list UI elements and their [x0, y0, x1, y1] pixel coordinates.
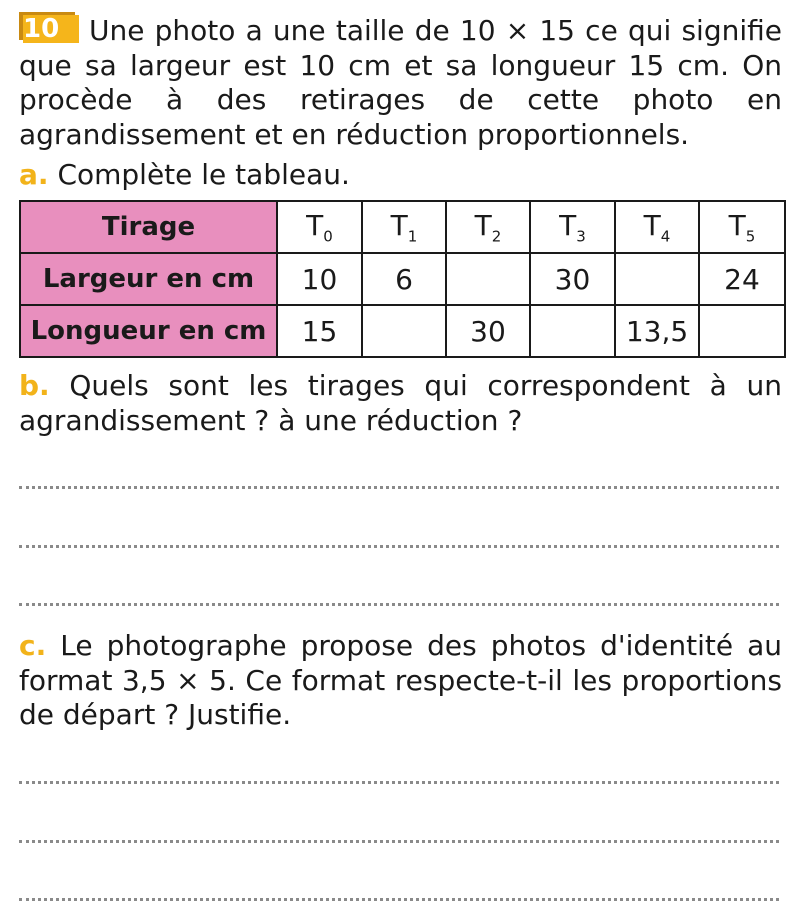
table-row-largeur	[20, 253, 785, 305]
question-a-text: Complète le tableau.	[57, 158, 350, 191]
answer-line-b-3[interactable]	[19, 603, 779, 606]
exercise-intro	[19, 12, 782, 152]
proportion-table	[19, 200, 786, 358]
exercise-number-badge	[19, 12, 81, 44]
question-a-letter: a.	[19, 158, 49, 191]
largeur-cell-2[interactable]	[446, 253, 530, 305]
question-c-text: Le photographe propose des photos d'identité au format 3,5 × 5. Ce format respecte-t-il les proportions de départ ? Justifie.	[19, 629, 782, 731]
answer-line-b-2[interactable]	[19, 545, 779, 548]
row-header-tirage: Tirage	[20, 201, 277, 253]
longueur-cell-5[interactable]	[699, 305, 785, 357]
tirage-cell-0: $T_0$	[277, 201, 362, 253]
largeur-cell-1: 6	[362, 253, 446, 305]
answer-line-c-1[interactable]	[19, 781, 779, 784]
question-a	[19, 158, 782, 193]
question-b	[19, 369, 782, 438]
question-b-letter: b.	[19, 369, 50, 402]
largeur-cell-3: 30	[530, 253, 615, 305]
longueur-cell-4: 13,5	[615, 305, 699, 357]
tirage-cell-1: $T_1$	[362, 201, 446, 253]
question-c	[19, 629, 782, 733]
question-c-letter: c.	[19, 629, 47, 662]
tirage-cell-5: $T_5$	[699, 201, 785, 253]
largeur-cell-0: 10	[277, 253, 362, 305]
table-row-longueur	[20, 305, 785, 357]
answer-line-b-1[interactable]	[19, 486, 779, 489]
largeur-cell-4[interactable]	[615, 253, 699, 305]
answer-line-c-3[interactable]	[19, 898, 779, 901]
tirage-cell-2: $T_2$	[446, 201, 530, 253]
row-header-longueur: Longueur en cm	[20, 305, 277, 357]
row-header-largeur: Largeur en cm	[20, 253, 277, 305]
question-b-text: Quels sont les tirages qui correspondent à un agrandissement ? à une réduction ?	[19, 369, 782, 437]
intro-text: Une photo a une taille de 10 × 15 ce qui signifie que sa largeur est 10 cm et sa longueur 15 cm. On procède à des retirages de cette photo en agrandissement et en réduction proportionnels.	[19, 14, 782, 151]
table-row-tirage	[20, 201, 785, 253]
tirage-cell-4: $T_4$	[615, 201, 699, 253]
longueur-cell-2: 30	[446, 305, 530, 357]
answer-line-c-2[interactable]	[19, 840, 779, 843]
longueur-cell-3[interactable]	[530, 305, 615, 357]
longueur-cell-1[interactable]	[362, 305, 446, 357]
largeur-cell-5: 24	[699, 253, 785, 305]
tirage-cell-3: $T_3$	[530, 201, 615, 253]
exercise-number: 10	[23, 15, 79, 43]
longueur-cell-0: 15	[277, 305, 362, 357]
